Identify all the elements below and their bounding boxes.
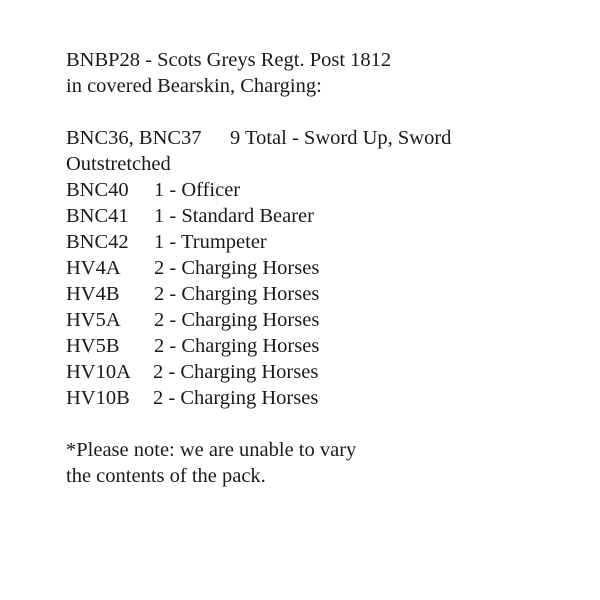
item-description: 1 - Officer	[154, 179, 241, 201]
main-entry-codes: BNC36, BNC37	[66, 127, 202, 149]
item-code: HV4A	[66, 257, 121, 279]
item-description: 1 - Standard Bearer	[154, 205, 314, 227]
spacer	[66, 411, 586, 437]
main-entry-row	[66, 125, 586, 151]
note-line-1: *Please note: we are unable to vary	[66, 439, 357, 461]
item-description: 2 - Charging Horses	[154, 283, 320, 305]
list-item	[66, 281, 586, 307]
item-code: HV10B	[66, 387, 130, 409]
list-item	[66, 359, 586, 385]
note-line-2: the contents of the pack.	[66, 465, 266, 487]
pack-title-line-1: BNBP28 - Scots Greys Regt. Post 1812	[66, 49, 392, 71]
list-item	[66, 385, 586, 411]
item-description: 2 - Charging Horses	[154, 309, 320, 331]
pack-contents-document	[66, 47, 586, 489]
pack-title-line-2: in covered Bearskin, Charging:	[66, 75, 322, 97]
item-code: HV10A	[66, 361, 131, 383]
item-code: HV5A	[66, 309, 121, 331]
item-description: 1 - Trumpeter	[154, 231, 267, 253]
list-item	[66, 255, 586, 281]
list-item	[66, 203, 586, 229]
item-code: BNC42	[66, 231, 129, 253]
list-item	[66, 333, 586, 359]
main-entry-description-continued: Outstretched	[66, 153, 171, 175]
item-description: 2 - Charging Horses	[153, 361, 319, 383]
item-description: 2 - Charging Horses	[154, 257, 320, 279]
list-item	[66, 307, 586, 333]
main-entry-description: 9 Total - Sword Up, Sword	[230, 127, 452, 149]
item-description: 2 - Charging Horses	[154, 335, 320, 357]
spacer	[66, 99, 586, 125]
item-code: BNC40	[66, 179, 129, 201]
list-item	[66, 177, 586, 203]
item-code: HV5B	[66, 335, 120, 357]
list-item	[66, 229, 586, 255]
item-code: HV4B	[66, 283, 120, 305]
item-description: 2 - Charging Horses	[153, 387, 319, 409]
item-code: BNC41	[66, 205, 129, 227]
